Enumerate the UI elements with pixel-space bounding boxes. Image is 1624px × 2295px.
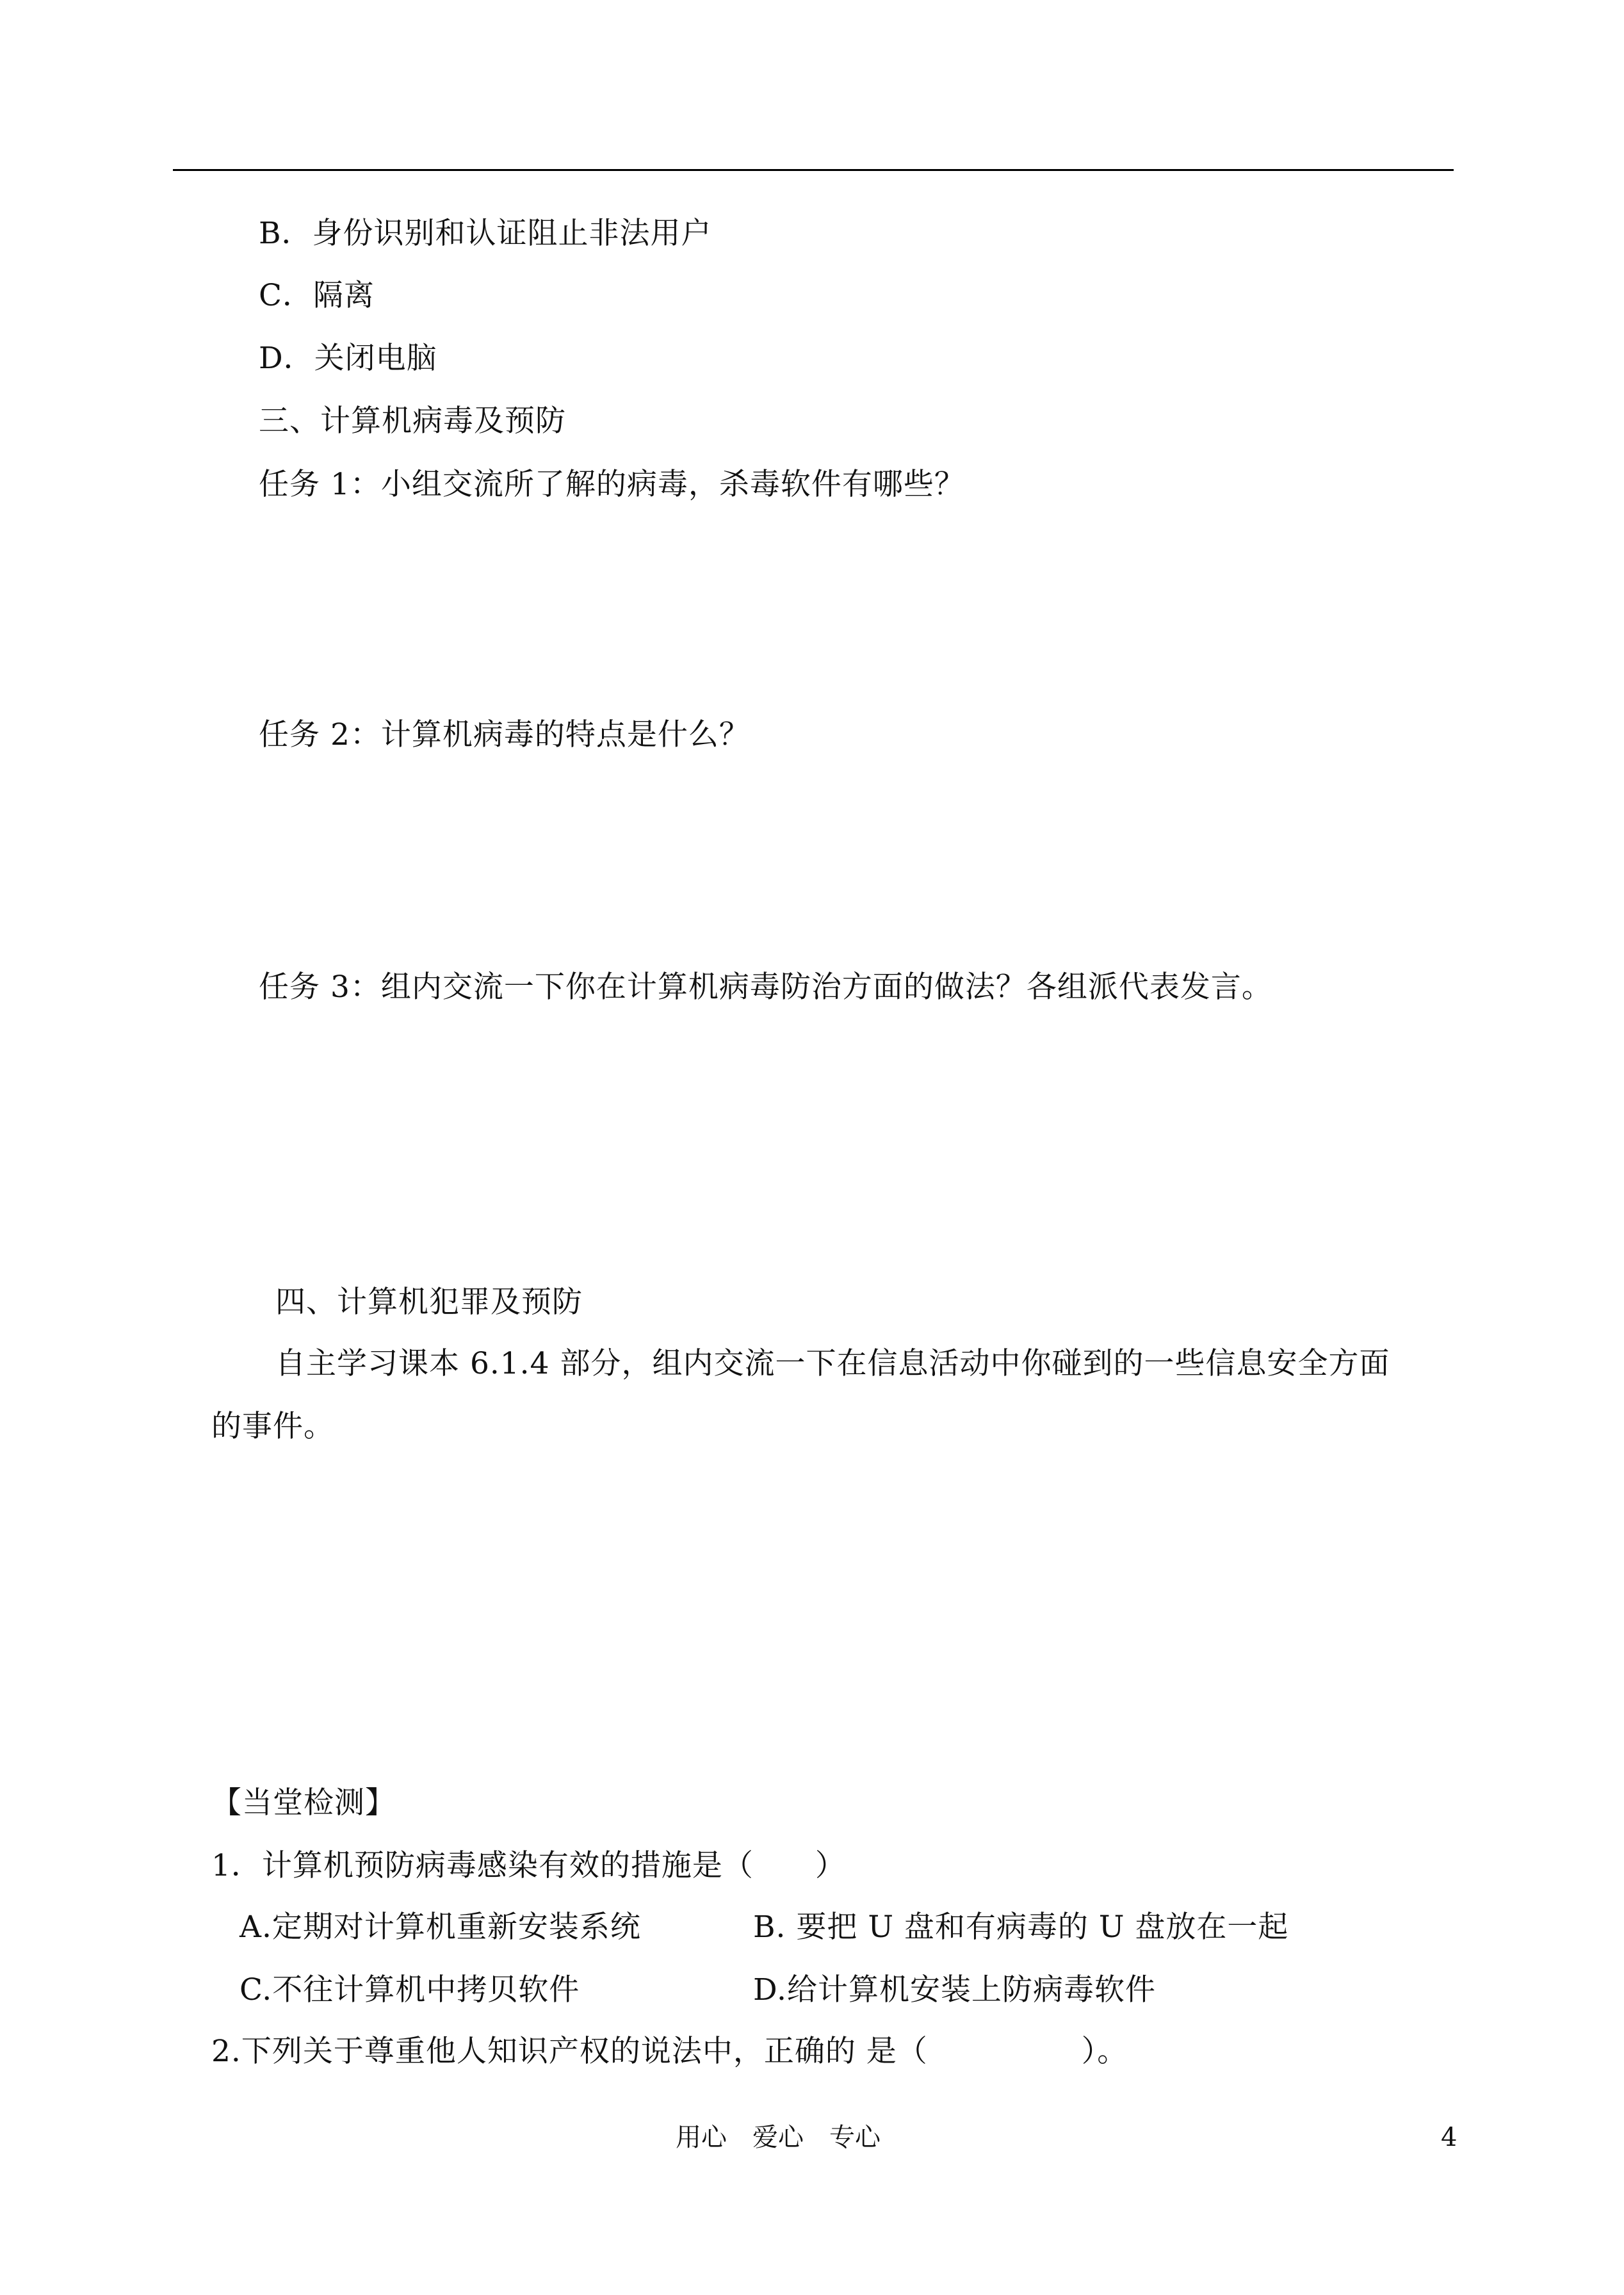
option-d-prev: D．关闭电脑 [259,341,437,376]
header-rule [173,169,1454,171]
section3-heading: 三、计算机病毒及预防 [259,403,566,439]
section4-heading: 四、计算机犯罪及预防 [275,1285,583,1320]
section4-paragraph-line2: 的事件。 [211,1409,334,1444]
question-1-option-a: A.定期对计算机重新安装系统 [240,1910,641,1945]
footer-motto: 用心 爱心 专心 [676,2123,881,2152]
question-1-option-b: B. 要把 U 盘和有病毒的 U 盘放在一起 [753,1910,1289,1945]
task1: 任务 1：小组交流所了解的病毒，杀毒软件有哪些？ [259,467,965,502]
question-1-option-c: C.不往计算机中拷贝软件 [240,1972,580,2007]
option-c-prev: C．隔离 [259,278,375,313]
section4-paragraph-line1: 自主学习课本 6.1.4 部分，组内交流一下在信息活动中你碰到的一些信息安全方面 [275,1346,1390,1381]
question-1-stem: 1．计算机预防病毒感染有效的措施是（ ） [211,1848,846,1883]
task2: 任务 2：计算机病毒的特点是什么？ [259,717,750,752]
option-b-prev: B．身份识别和认证阻止非法用户 [259,216,712,251]
page-number: 4 [1441,2123,1458,2152]
quiz-title: 【当堂检测】 [211,1785,396,1821]
question-1-option-d: D.给计算机安装上防病毒软件 [753,1972,1156,2007]
task3: 任务 3：组内交流一下你在计算机病毒防治方面的做法？各组派代表发言。 [259,969,1272,1005]
question-2-stem: 2.下列关于尊重他人知识产权的说法中，正确的 是（ ）。 [211,2034,1128,2069]
